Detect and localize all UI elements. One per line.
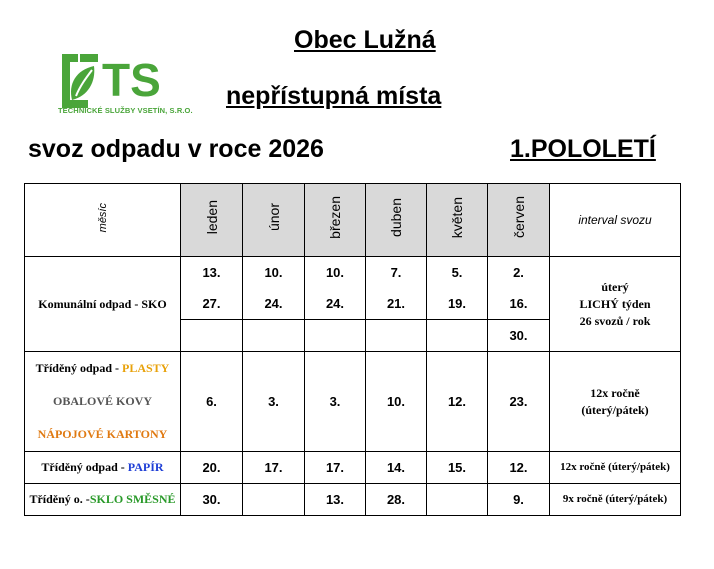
label-prefix: Tříděný o. -: [29, 492, 90, 506]
month-label: květen: [449, 196, 465, 239]
interval-sklo: 9x ročně (úterý/pátek): [550, 484, 681, 516]
interval-line: 12x ročně: [590, 385, 640, 400]
label-sklo: SKLO SMĚSNÉ: [89, 492, 176, 506]
row-label-sko: Komunální odpad - SKO: [25, 257, 181, 352]
interval-line: úterý: [601, 279, 629, 294]
page-subtitle: svoz odpadu v roce 2026: [28, 135, 324, 163]
date-cell: 12.: [488, 452, 550, 484]
date-cell: 27.: [181, 288, 243, 320]
date-cell: 20.: [181, 452, 243, 484]
month-col-label: měsíc: [96, 202, 109, 233]
date-cell: 10.: [366, 352, 427, 452]
date-cell: [427, 320, 488, 352]
month-label: březen: [327, 196, 343, 239]
month-col-header: [25, 184, 181, 257]
date-cell: 10.: [243, 257, 305, 289]
table-row-plasty: [25, 352, 681, 452]
table-row-sklo: [25, 484, 681, 516]
month-label: leden: [203, 200, 220, 235]
label-prefix: Tříděný odpad -: [41, 460, 128, 474]
table-row-sko-1: [25, 257, 681, 289]
date-cell: 6.: [181, 352, 243, 452]
date-cell: 15.: [427, 452, 488, 484]
date-cell: 24.: [243, 288, 305, 320]
label-prefix: Tříděný odpad -: [35, 361, 122, 375]
schedule-table: [24, 183, 681, 516]
date-cell: 24.: [305, 288, 366, 320]
month-header-cerven: [488, 184, 550, 257]
date-cell: 19.: [427, 288, 488, 320]
label-plasty: PLASTY: [122, 361, 170, 375]
interval-line: 26 svozů / rok: [579, 313, 651, 328]
month-label: únor: [265, 203, 282, 232]
date-cell: 10.: [305, 257, 366, 289]
row-label-papir: [25, 452, 181, 484]
date-cell: 7.: [366, 257, 427, 289]
date-cell: [366, 320, 427, 352]
month-header-brezen: [305, 184, 366, 257]
month-header-leden: [181, 184, 243, 257]
date-cell: 5.: [427, 257, 488, 289]
date-cell: 21.: [366, 288, 427, 320]
row-label-line: [25, 352, 180, 385]
date-cell: [305, 320, 366, 352]
date-cell: 13.: [305, 484, 366, 516]
logo-text: TS: [102, 54, 161, 106]
month-header-unor: [243, 184, 305, 257]
interval-line: (úterý/pátek): [581, 402, 649, 417]
date-cell: [427, 484, 488, 516]
date-cell: [243, 484, 305, 516]
date-cell: 3.: [305, 352, 366, 452]
month-header-duben: [366, 184, 427, 257]
date-cell: [243, 320, 305, 352]
label-kovy: OBALOVÉ KOVY: [52, 394, 152, 408]
label-papir: PAPÍR: [127, 460, 164, 474]
date-cell: 17.: [305, 452, 366, 484]
date-cell: 9.: [488, 484, 550, 516]
date-cell: 14.: [366, 452, 427, 484]
date-cell: 28.: [366, 484, 427, 516]
interval-papir: 12x ročně (úterý/pátek): [550, 452, 681, 484]
date-cell: 13.: [181, 257, 243, 289]
logo-caption: TECHNICKÉ SLUŽBY VSETÍN, S.R.O.: [58, 106, 193, 115]
date-cell: 30.: [181, 484, 243, 516]
interval-sko: [550, 257, 681, 352]
date-cell: [181, 320, 243, 352]
row-label-sklo: [25, 484, 181, 516]
month-label: duben: [388, 198, 404, 237]
interval-line: LICHÝ týden: [579, 296, 651, 311]
interval-col-header: interval svozu: [550, 184, 681, 257]
table-row-papir: [25, 452, 681, 484]
row-label-plasty: [25, 352, 181, 452]
month-header-kveten: [427, 184, 488, 257]
period-label: 1.POLOLETÍ: [510, 135, 656, 163]
header-row: [25, 184, 681, 257]
page-title: Obec Lužná: [294, 26, 436, 54]
date-cell: 12.: [427, 352, 488, 452]
date-cell: 17.: [243, 452, 305, 484]
date-cell: 23.: [488, 352, 550, 452]
label-kartony: NÁPOJOVÉ KARTONY: [37, 427, 168, 441]
date-cell: 16.: [488, 288, 550, 320]
date-cell: 2.: [488, 257, 550, 289]
date-cell: 30.: [488, 320, 550, 352]
date-cell: 3.: [243, 352, 305, 452]
month-label: červen: [510, 196, 527, 239]
interval-plasty: [550, 352, 681, 452]
page-title-line2: nepřístupná místa: [226, 82, 442, 110]
